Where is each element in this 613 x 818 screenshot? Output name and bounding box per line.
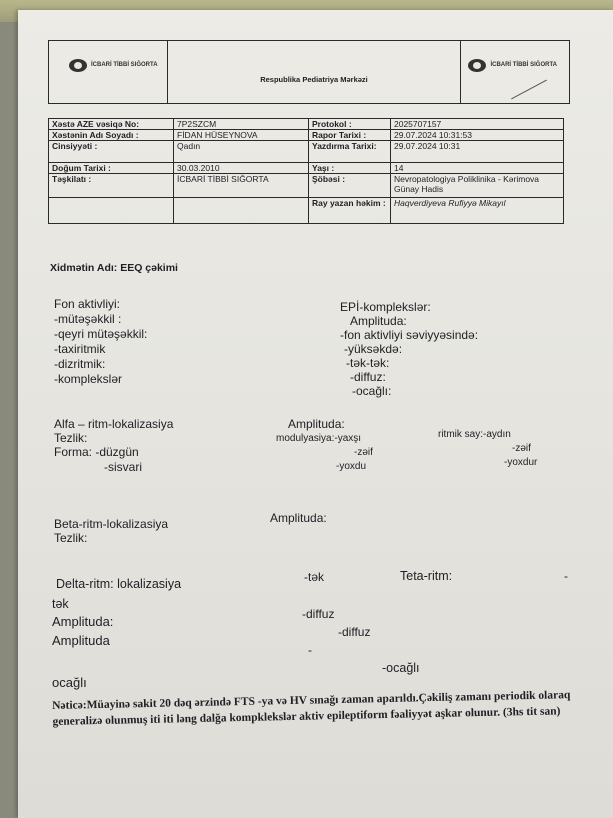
alfa-title: Alfa – ritm-lokalizasiya xyxy=(54,417,174,431)
alfa-yoxdu: -yoxdu xyxy=(336,461,367,472)
table-row xyxy=(49,141,564,163)
tek-tek: -tək-tək: xyxy=(346,356,390,370)
table-row xyxy=(49,119,564,130)
empty-cell xyxy=(174,198,309,224)
alfa-forma: Forma: -düzgün xyxy=(54,445,139,459)
age-label: Yaşı : xyxy=(309,163,391,174)
patient-info-table xyxy=(48,118,564,224)
gender-label: Cinsiyyəti : xyxy=(49,141,174,163)
yuksekde: -yüksəkdə: xyxy=(344,342,403,356)
beta-tezlik: Tezlik: xyxy=(54,531,88,545)
epi-amplituda: Amplituda: xyxy=(350,314,407,328)
insurance-logo-icon xyxy=(69,59,87,72)
teta-dash2: - xyxy=(308,643,312,657)
doctor-value: Haqverdiyeva Rufiyyə Mikayıl xyxy=(391,198,564,224)
org-value: İCBARİ TİBBİ SIĞORTA xyxy=(174,174,309,198)
logo-left xyxy=(69,59,158,72)
delta-title: Delta-ritm: lokalizasiya xyxy=(56,577,182,591)
alfa-modulyasiya: modulyasiya:-yaxşı xyxy=(276,433,362,444)
table-row xyxy=(49,163,564,174)
delta-diffuz: -diffuz xyxy=(302,607,335,621)
table-row xyxy=(49,198,564,224)
teta-title: Teta-ritm: xyxy=(400,569,453,583)
conclusion-text: Nəticə:Müayinə sakit 20 dəq ərzində FTS -ya və HV sınağı zaman aparıldı.Çəkiliş zamanı periodik olaraq generalizə olunmuş iti iti ləng dalğa kompklekslər aktiv epileptiform fəaliyyət aşkar olunur. (3hs tit san) xyxy=(52,689,571,728)
ritmik-zeif: -zəif xyxy=(512,443,531,454)
alfa-zeif: -zəif xyxy=(354,447,373,458)
ritmik-yoxdur: -yoxdur xyxy=(504,457,538,468)
delta-ocagli: ocağlı xyxy=(52,675,87,690)
delta-amplituda: Amplituda: xyxy=(52,614,114,629)
dept-value: Nevropatologiya Poliklinika - Kərimova Günay Hadis xyxy=(391,174,564,198)
alfa-sisvari: -sisvari xyxy=(104,460,142,474)
dizritmik: -dizritmik: xyxy=(54,357,106,371)
insurance-logo-icon xyxy=(468,59,486,72)
gender-value: Qadın xyxy=(174,141,309,163)
teta-amplituda: Amplituda xyxy=(52,633,110,648)
mutesekkil: -mütəşəkkil : xyxy=(54,312,122,326)
table-row xyxy=(49,130,564,141)
beta-title: Beta-ritm-lokalizasiya xyxy=(54,517,169,531)
document-header xyxy=(48,40,570,104)
delta-tek: -tək xyxy=(304,570,325,584)
epi-komplekslar: EPİ-komplekslər: xyxy=(340,300,431,314)
qeyri-mutesekkil: -qeyri mütəşəkkil: xyxy=(54,327,148,341)
aze-label: Xəstə AZE vəsiqə No: xyxy=(49,119,174,130)
ritmik-say: ritmik say:-aydın xyxy=(438,429,511,440)
print-date-value: 29.07.2024 10:31 xyxy=(391,141,564,163)
report-date-value: 29.07.2024 10:31:53 xyxy=(391,130,564,141)
diffuz: -diffuz: xyxy=(350,370,386,384)
beta-amplituda: Amplituda: xyxy=(270,511,327,525)
service-name: Xidmətin Adı: EEQ çəkimi xyxy=(50,262,178,274)
ocagli: -ocağlı: xyxy=(352,384,392,398)
empty-cell xyxy=(49,198,174,224)
document-page xyxy=(18,10,613,818)
protocol-value: 2025707157 xyxy=(391,119,564,130)
teta-dash: - xyxy=(564,569,568,583)
logo-right xyxy=(468,59,557,72)
org-label: Təşkilatı : xyxy=(49,174,174,198)
taxiritmik: -taxiritmik xyxy=(54,342,106,356)
header-divider xyxy=(167,41,168,103)
teta-diffuz: -diffuz xyxy=(338,625,371,639)
logo-left-text: İCBARİ TİBBİ SIĞORTA xyxy=(91,62,158,68)
aze-value: 7P2SZCM xyxy=(174,119,309,130)
teta-ocagli: -ocağlı xyxy=(382,661,420,675)
age-value: 14 xyxy=(391,163,564,174)
print-date-label: Yazdırma Tarixi: xyxy=(309,141,391,163)
komplekslar: -komplekslər xyxy=(54,372,123,386)
fon-aktivliyi-seviyye: -fon aktivliyi səviyyəsində: xyxy=(340,328,479,342)
report-date-label: Rapor Tarixi : xyxy=(309,130,391,141)
header-divider xyxy=(460,41,461,103)
protocol-label: Protokol : xyxy=(309,119,391,130)
logo-right-text: İCBARİ TİBBİ SIĞORTA xyxy=(490,62,557,68)
name-label: Xəstənin Adı Soyadı : xyxy=(49,130,174,141)
dept-label: Şöbəsi : xyxy=(309,174,391,198)
alfa-amplituda: Amplituda: xyxy=(288,417,345,431)
doctor-label: Ray yazan həkim : xyxy=(309,198,391,224)
signature-stroke xyxy=(511,80,547,100)
fon-aktivliyi: Fon aktivliyi: xyxy=(54,297,121,311)
name-value: FİDAN HÜSEYNOVA xyxy=(174,130,309,141)
alfa-tezlik: Tezlik: xyxy=(54,431,88,445)
table-row xyxy=(49,174,564,198)
delta-tek2: tək xyxy=(52,597,69,611)
dob-value: 30.03.2010 xyxy=(174,163,309,174)
dob-label: Doğum Tarixi : xyxy=(49,163,174,174)
center-title: Respublika Pediatriya Mərkəzi xyxy=(260,75,368,84)
